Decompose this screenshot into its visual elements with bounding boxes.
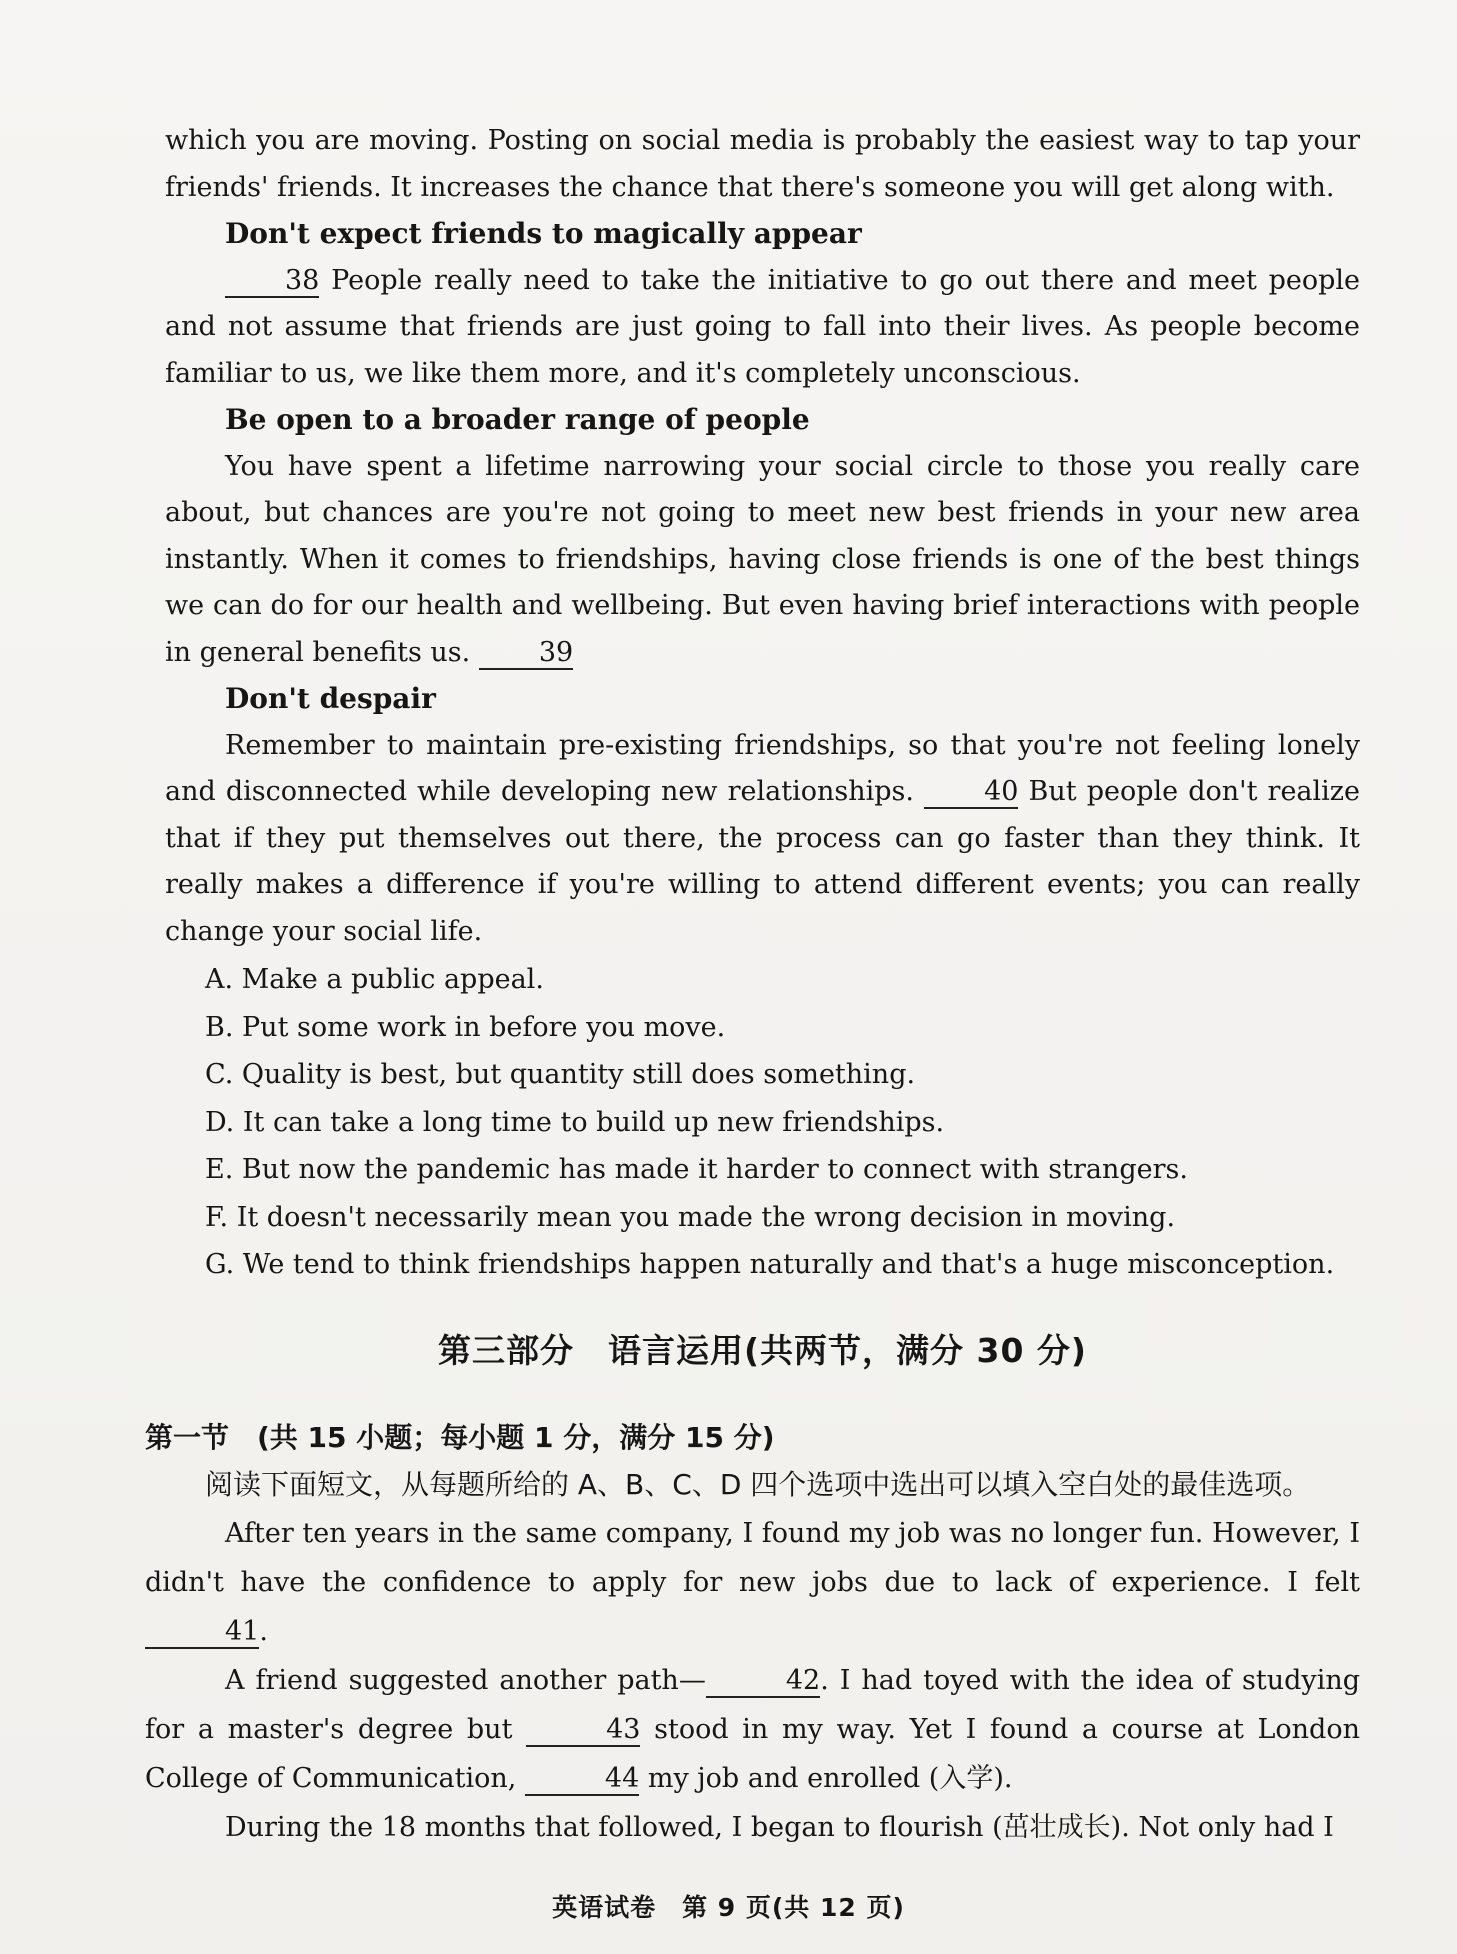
subheading-dont-expect: Don't expect friends to magically appear <box>225 217 862 250</box>
option-b: B. Put some work in before you move. <box>205 1011 726 1043</box>
cloze-paragraph-1-text: After ten years in the same company, I found my job was no longer fun. However, I didn't have the confidence to apply for new jobs due to lack of experience. I felt <box>145 1517 1360 1598</box>
paragraph-continuation: which you are moving. Posting on social media is probably the easiest way to tap your friends' friends. It increases the chance that there's someone you will get along with. <box>165 125 1360 203</box>
paragraph-39 <box>165 444 1360 677</box>
cloze-paragraph-3: During the 18 months that followed, I began to flourish (茁壮成长). Not only had I <box>225 1811 1334 1843</box>
blank-41: 41 <box>145 1617 259 1649</box>
paragraph-38-text: People really need to take the initiative to go out there and meet people and not assume that friends are just going to fall into their lives. As people become familiar to us, we like them more, and it's completely unconscious. <box>165 264 1360 389</box>
cloze-paragraph-2-text-a: A friend suggested another path— <box>225 1664 706 1696</box>
option-g: G. We tend to think friendships happen naturally and that's a huge misconception. <box>205 1249 1335 1280</box>
page-content <box>145 118 1360 1852</box>
paragraph-40-text-b: But people don't realize that if they put themselves out there, the process can go faster than they think. It really makes a difference if you're willing to attend different events; you can really change your social life. <box>165 776 1360 947</box>
paragraph-38 <box>165 258 1360 398</box>
cloze-passage <box>145 1509 1360 1852</box>
cloze-paragraph-1: After ten years in the same company, I found my job was no longer fun. However, I didn't have the confidence to apply for new jobs due to lack of experience. I felt 41. <box>145 1517 1360 1647</box>
blank-40: 40 <box>924 777 1018 809</box>
option-a: A. Make a public appeal. <box>205 964 544 995</box>
cloze-paragraph-2-text-d: my job and enrolled (入学). <box>647 1762 1013 1794</box>
option-d: D. It can take a long time to build up new friendships. <box>205 1106 945 1138</box>
cloze-paragraph-2-text-c: stood in my way. Yet I found a course at London College of Communication, <box>145 1713 1360 1794</box>
blank-42: 42 <box>706 1666 820 1698</box>
blank-38: 38 <box>225 266 319 298</box>
cloze-paragraph-2 <box>145 1656 1360 1803</box>
paragraph-40 <box>165 723 1360 956</box>
paragraph-40-text-a: Remember to maintain pre-existing friendships, so that you're not feeling lonely and disconnected while developing new relationships. <box>165 729 1360 807</box>
page-footer: 英语试卷 第 9 页(共 12 页) <box>552 1893 905 1922</box>
option-list <box>205 956 1360 1289</box>
cloze-paragraph-2-text-b: . I had toyed with the idea of studying for a master's degree but <box>145 1664 1360 1745</box>
paragraph-39-text: You have spent a lifetime narrowing your social circle to those you really care about, but chances are you're not going to meet new best friends in your new area instantly. When it comes to friendships, having close friends is one of the best things we can do for our health and wellbeing. But even having brief interactions with people in general benefits us. <box>165 450 1360 668</box>
blank-39: 39 <box>479 638 573 670</box>
option-f: F. It doesn't necessarily mean you made the wrong decision in moving. <box>205 1201 1176 1233</box>
instruction-text: 阅读下面短文，从每题所给的 A、B、C、D 四个选项中选出可以填入空白处的最佳选项。 <box>205 1467 1311 1501</box>
option-e: E. But now the pandemic has made it harder to connect with strangers. <box>205 1154 1188 1185</box>
subheading-dont-despair: Don't despair <box>225 682 436 715</box>
subheading-be-open: Be open to a broader range of people <box>225 403 810 436</box>
blank-44: 44 <box>525 1764 639 1796</box>
blank-43: 43 <box>526 1715 640 1747</box>
part-three-title: 第三部分 语言运用(共两节，满分 30 分) <box>437 1330 1088 1370</box>
section-one-title: 第一节 (共 15 小题；每小题 1 分，满分 15 分) <box>145 1420 775 1454</box>
option-c: C. Quality is best, but quantity still does something. <box>205 1059 916 1090</box>
